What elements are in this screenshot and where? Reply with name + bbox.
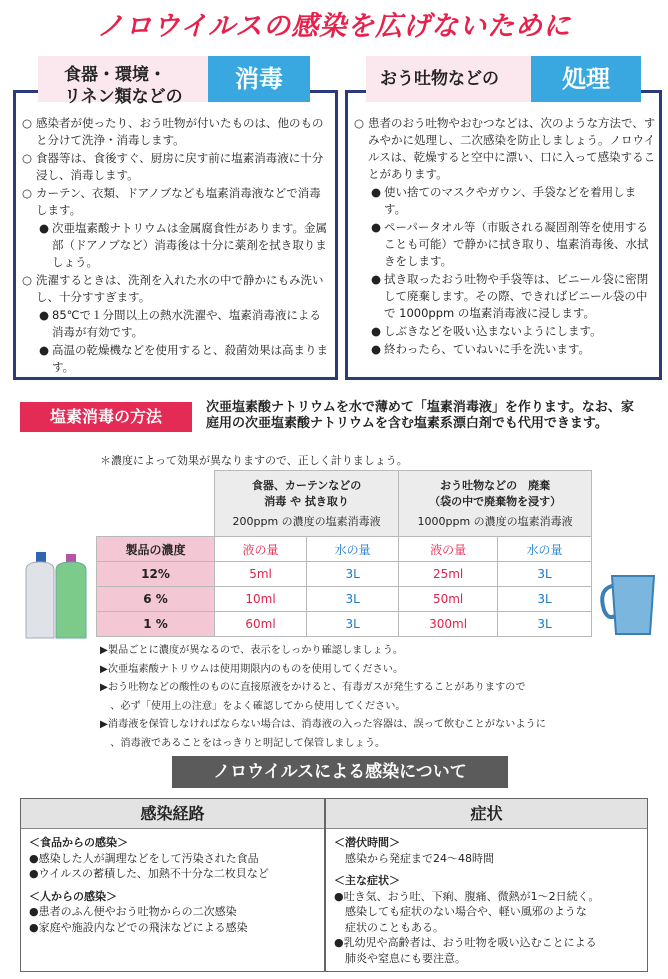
water-cell: 3L	[307, 587, 399, 612]
chlorine-note: ＊濃度によって効果が異なりますので、正しく計りましょう。	[100, 454, 408, 467]
text-line: ＜主な症状＞	[334, 874, 400, 887]
circle-icon: ○	[22, 151, 33, 165]
table-row	[97, 587, 592, 612]
water-cell: 3L	[307, 562, 399, 587]
liquid-cell: 50ml	[399, 587, 498, 612]
list-item-text: 終わったら、ていねいに手を洗います。	[384, 342, 590, 356]
bullet-icon: ●	[371, 185, 382, 199]
symptom-body	[326, 829, 647, 966]
conc-cell: 6 %	[97, 587, 215, 612]
route-head: 感染経路	[21, 799, 324, 829]
bullet-icon: ●	[371, 342, 382, 356]
text-line: ＜食品からの感染＞	[29, 836, 128, 849]
table-row	[97, 562, 592, 587]
list-item	[22, 307, 332, 341]
conc-cell: 1 %	[97, 612, 215, 637]
list-item-text: カーテン、衣類、ドアノブなども塩素消毒液などで消毒します。	[36, 186, 321, 217]
note-line: ▶次亜塩素酸ナトリウムは使用期限内のものを使用してください。	[100, 663, 404, 675]
text-line: 感染から発症まで24〜48時間	[334, 851, 494, 865]
route-body	[21, 829, 324, 935]
row-head: 製品の濃度	[97, 537, 215, 562]
chlorine-description: 次亜塩素酸ナトリウムを水で薄めて「塩素消毒液」を作ります。なお、家庭用の次亜塩素酸ナトリウムを含む塩素系漂白剤でも代用できます。	[206, 400, 634, 431]
list-item-text: 高温の乾燥機などを使用すると、殺菌効果は高まります。	[52, 343, 328, 374]
chlorine-notes	[100, 642, 660, 753]
list-item	[354, 341, 656, 358]
list-item-text: 患者のおう吐物やおむつなどは、次のような方法で、すみやかに処理し、二次感染を防止しましょう。ノロウイルスは、乾燥すると空中に漂い、口に入って感染することがあります。	[368, 116, 656, 181]
chlorine-table	[96, 470, 592, 637]
circle-icon: ○	[22, 116, 33, 130]
bullet-icon: ●	[371, 220, 382, 234]
water-cell: 3L	[498, 612, 592, 637]
liquid-head: 液の量	[399, 537, 498, 562]
text-line: 肺炎や窒息にも要注意。	[334, 951, 466, 965]
list-item	[22, 220, 332, 271]
water-cell: 3L	[498, 562, 592, 587]
route-box	[20, 798, 325, 972]
note-line: ▶おう吐物などの酸性のものに直接原液をかけると、有毒ガスが発生することがありますので	[100, 682, 526, 693]
text-line: ●乳幼児や高齢者は、おう吐物を吸い込むことによる	[334, 936, 597, 949]
text-line	[29, 882, 324, 889]
liquid-cell: 5ml	[215, 562, 307, 587]
text-line: 症状のこともある。	[334, 920, 444, 934]
bullet-icon: ●	[371, 324, 382, 338]
list-item	[22, 185, 332, 219]
text-line: ＜潜伏時間＞	[334, 836, 400, 849]
list-item-text: 食器等は、食後すぐ、厨房に戻す前に塩素消毒液に十分浸し、消毒します。	[36, 151, 324, 182]
measuring-cup-image	[598, 570, 658, 640]
liquid-cell: 60ml	[215, 612, 307, 637]
list-item	[22, 342, 332, 376]
list-item	[354, 219, 656, 270]
note-line: ▶製品ごとに濃度が異なるので、表示をしっかり確認しましょう。	[100, 645, 404, 656]
text-line: ＜人からの感染＞	[29, 889, 117, 903]
vomit-tab-title: 処理	[531, 56, 641, 102]
text-line: ●家庭や施設内などでの飛沫などによる感染	[29, 920, 248, 934]
bullet-icon: ●	[371, 272, 382, 286]
text-line: ●感染した人が調理などをして汚染された食品	[29, 851, 259, 865]
col1-head: 食器、カーテンなどの 消毒 や 拭き取り	[251, 478, 362, 508]
infection-title: ノロウイルスによる感染について	[172, 756, 508, 788]
circle-icon: ○	[354, 116, 365, 130]
bleach-bottles-image	[20, 550, 90, 642]
symptom-box	[325, 798, 648, 972]
list-item	[22, 115, 332, 149]
liquid-cell: 300ml	[399, 612, 498, 637]
bullet-icon: ●	[39, 308, 50, 322]
vomit-list	[354, 115, 656, 359]
list-item-text: 次亜塩素酸ナトリウムは金属腐食性があります。金属部（ドアノブなど）消毒後は十分に薬剤を拭き取りましょう。	[52, 221, 327, 269]
bullet-icon: ●	[39, 221, 50, 235]
liquid-cell: 10ml	[215, 587, 307, 612]
list-item-text: 使い捨てのマスクやガウン、手袋などを着用します。	[384, 185, 637, 216]
note-line: ▶消毒液を保管しなければならない場合は、消毒液の入った容器は、誤って飲むことがないように	[100, 719, 546, 730]
list-item	[22, 272, 332, 306]
conc-cell: 12%	[97, 562, 215, 587]
disinfection-tab-title: 消毒	[208, 56, 310, 102]
vomit-tab-label: おう吐物などの	[366, 56, 531, 102]
text-line: ●患者のふん便やおう吐物からの二次感染	[29, 905, 237, 918]
disinfection-tab-label: 食器・環境・ リネン類などの	[38, 56, 208, 102]
water-cell: 3L	[498, 587, 592, 612]
list-item-text: 拭き取ったおう吐物や手袋等は、ビニール袋に密閉して廃棄します。その際、できればビニール袋の中で 1000ppm の塩素消毒液に浸します。	[384, 272, 649, 320]
circle-icon: ○	[22, 186, 33, 200]
list-item	[354, 271, 656, 322]
table-row	[97, 612, 592, 637]
list-item	[354, 323, 656, 340]
page-title: ノロウイルスの感染を広げないために	[96, 11, 572, 42]
col2-head: おう吐物などの 廃棄 （袋の中で廃棄物を浸す）	[429, 478, 562, 508]
note-line: 、消毒液であることをはっきりと明記して保管しましょう。	[100, 737, 386, 749]
list-item	[354, 115, 656, 183]
water-head: 水の量	[307, 537, 399, 562]
list-item	[22, 150, 332, 184]
list-item-text: 洗濯するときは、洗剤を入れた水の中で静かにもみ洗いし、十分すすぎます。	[36, 273, 324, 304]
list-item-text: 85℃で１分間以上の熱水洗濯や、塩素消毒液による消毒が有効です。	[52, 308, 321, 339]
symptom-head: 症状	[326, 799, 647, 829]
water-head: 水の量	[498, 537, 592, 562]
liquid-cell: 25ml	[399, 562, 498, 587]
list-item-text: しぶきなどを吸い込まないようにします。	[384, 324, 602, 338]
bullet-icon: ●	[39, 343, 50, 357]
col1-sub: 200ppm の濃度の塩素消毒液	[232, 514, 381, 528]
text-line	[334, 866, 647, 873]
text-line: 感染しても症状のない場合や、軽い風邪のような	[334, 905, 587, 918]
disinfection-list	[22, 115, 332, 377]
chlorine-title: 塩素消毒の方法	[20, 402, 192, 432]
text-line: ●吐き気、おう吐、下痢、腹痛、微熱が1〜2日続く。	[334, 889, 600, 903]
list-item	[354, 184, 656, 218]
circle-icon: ○	[22, 273, 33, 287]
note-line: 、必ず「使用上の注意」をよく確認してから使用してください。	[100, 700, 406, 712]
water-cell: 3L	[307, 612, 399, 637]
liquid-head: 液の量	[215, 537, 307, 562]
list-item-text: ペーパータオル等（市販される凝固剤等を使用することも可能）で静かに拭き取り、塩素消毒後、水拭きをします。	[384, 220, 649, 268]
text-line: ●ウイルスの蓄積した、加熱不十分な二枚貝など	[29, 867, 269, 880]
list-item-text: 感染者が使ったり、おう吐物が付いたものは、他のものと分けて洗浄・消毒します。	[36, 116, 324, 147]
col2-sub: 1000ppm の濃度の塩素消毒液	[417, 514, 573, 528]
